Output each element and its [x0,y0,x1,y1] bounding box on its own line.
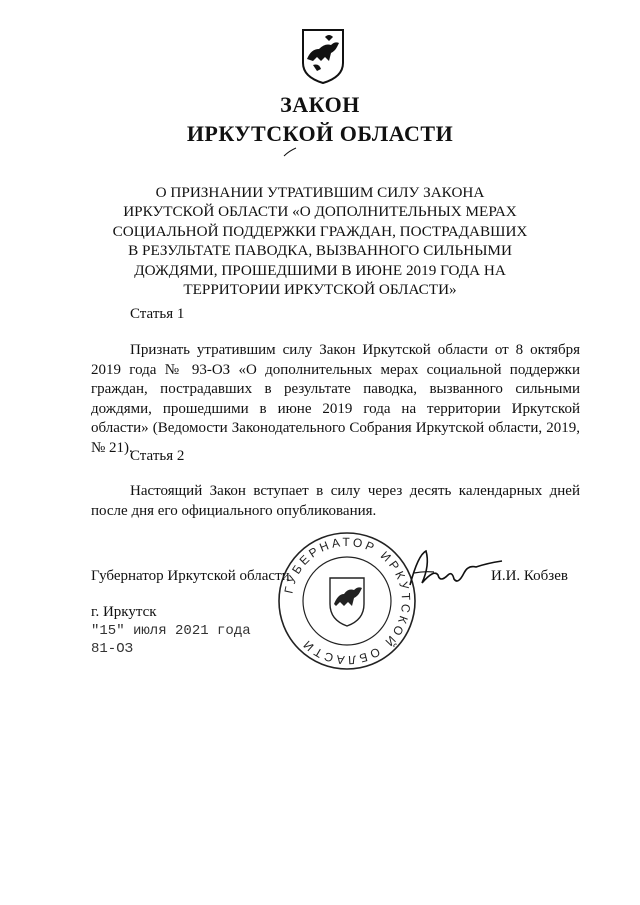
governor-position: Губернатор Иркутской области [91,568,290,584]
article-2-heading: Статья 2 [130,448,185,464]
irkutsk-coat-of-arms-icon [299,27,347,85]
pen-mark [283,147,297,157]
law-subject: О ПРИЗНАНИИ УТРАТИВШИМ СИЛУ ЗАКОНА ИРКУТСКОЙ ОБЛАСТИ «О ДОПОЛНИТЕЛЬНЫХ МЕРАХ СОЦИАЛЬНОЙ ПОДДЕРЖКИ ГРАЖДАН, ПОСТРАДАВШИХ В РЕЗУЛЬТАТЕ ПАВОДКА, ВЫЗВАННОГО СИЛЬНЫМИ ДОЖДЯМИ, ПРОШЕДШИМИ В ИЮНЕ 2019 ГОДА НА ТЕРРИТОРИИ ИРКУТСКОЙ ОБЛАСТИ» [112,184,528,299]
signing-date: "15" июля 2021 года [91,623,251,639]
region-title: ИРКУТСКОЙ ОБЛАСТИ [186,121,454,146]
article-2-text: Настоящий Закон вступает в силу через десять календарных дней после дня его официального опубликования. [91,483,580,519]
law-title: ЗАКОН [280,92,360,117]
law-number: 81-ОЗ [91,641,134,657]
article-1-heading: Статья 1 [130,306,185,322]
official-seal [276,530,418,672]
article-1-text: Признать утратившим силу Закон Иркутской области от 8 октября 2019 года № 93-ОЗ «О дополнительных мерах социальной поддержки граждан, пострадавших в результате паводка, вызванного сильными дождями, прошедшими в июне 2019 года на территории Иркутской области» (Ведомости Законодательного Собрания Иркутской области, 2019, № 21). [91,342,580,456]
seal-text: ГУБЕРНАТОР ИРКУТСКОЙ ОБЛАСТИ [281,534,414,668]
signing-city: г. Иркутск [91,604,157,620]
handwritten-signature [404,545,504,593]
governor-name: И.И. Кобзев [491,568,568,584]
